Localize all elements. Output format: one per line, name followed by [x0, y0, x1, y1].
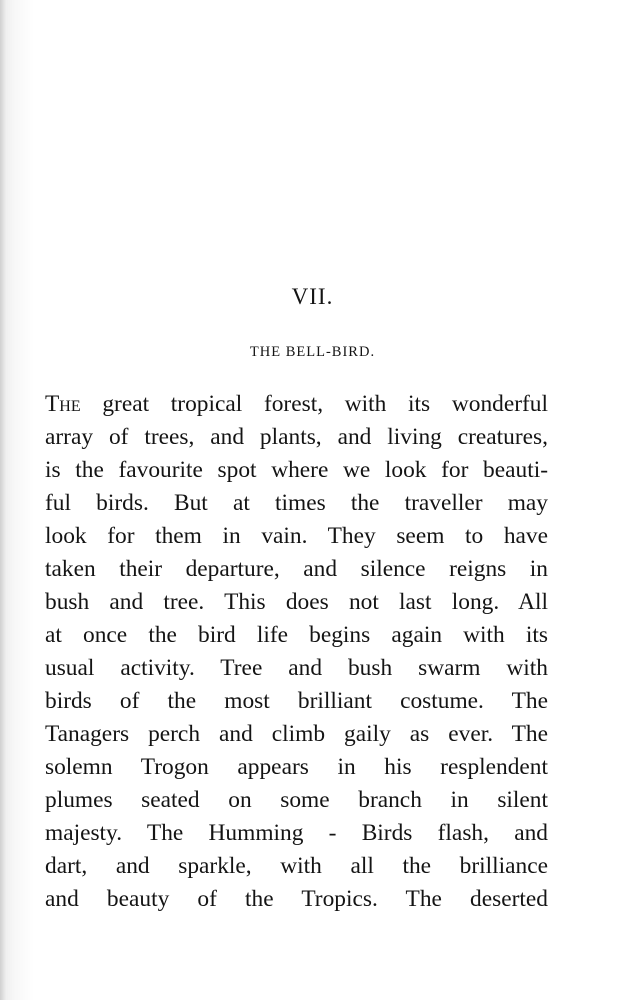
page-binding-edge: [0, 0, 6, 1000]
text-line-2: array of trees, and plants, and living creatures,: [45, 424, 548, 450]
text-line-6: taken their departure, and silence reigns in: [45, 556, 548, 582]
text-line-8: at once the bird life begins again with its: [45, 622, 548, 648]
text-line-1: [45, 388, 548, 421]
text-line-12: solemn Trogon appears in his resplendent: [45, 754, 548, 780]
text-line-5: look for them in vain. They seem to have: [45, 523, 548, 549]
text-line-4: ful birds. But at times the traveller may: [45, 490, 548, 516]
chapter-number: VII.: [291, 284, 334, 309]
text-line-11: Tanagers perch and climb gaily as ever. The: [45, 721, 548, 747]
text-line-13: plumes seated on some branch in silent: [45, 787, 548, 813]
text-line-3: is the favourite spot where we look for beauti-: [45, 457, 548, 483]
text-line-9: usual activity. Tree and bush swarm with: [45, 655, 548, 681]
body-paragraph: [45, 388, 548, 916]
text-line-10: birds of the most brilliant costume. The: [45, 688, 548, 714]
chapter-title: THE BELL-BIRD.: [249, 344, 376, 360]
text-line-7: bush and tree. This does not last long. All: [45, 589, 548, 615]
text-line-14: majesty. The Humming - Birds flash, and: [45, 820, 548, 846]
text-line-1-rest: great tropical forest, with its wonderful: [80, 391, 548, 417]
opening-word: The: [45, 391, 81, 417]
text-line-16: and beauty of the Tropics. The deserted: [45, 886, 548, 912]
text-line-15: dart, and sparkle, with all the brilliance: [45, 853, 548, 879]
